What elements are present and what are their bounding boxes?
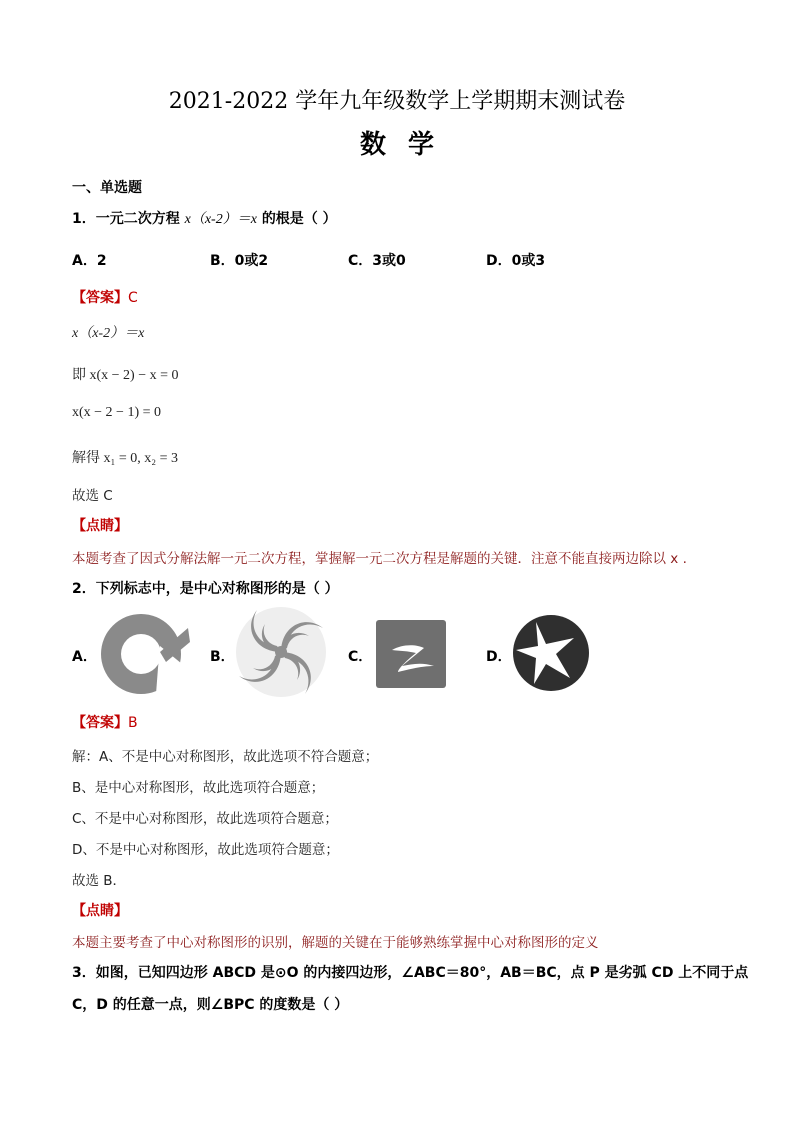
subject-heading: 数学 [359, 130, 456, 160]
ring-logo-icon [94, 612, 192, 694]
q1-suffix: 的根是（ ） [261, 211, 337, 227]
q1-prefix: 1．一元二次方程 [72, 211, 180, 227]
q1-comment: 本题考查了因式分解法解一元二次方程，掌握解一元二次方程是解题的关键．注意不能直接两边除以 x . [72, 551, 687, 567]
swirl-logo-icon [235, 606, 327, 698]
question-3-line-1: 3．如图，已知四边形 ABCD 是⊙O 的内接四边形，∠ABC＝80°，AB＝BC，点 P 是劣弧 CD 上不同于点 [72, 965, 749, 981]
q2-step-3: C、不是中心对称图形，故此选项符合题意； [72, 811, 338, 827]
q2-step-4: D、不是中心对称图形，故此选项符合题意； [72, 842, 339, 858]
question-3-line-2: C，D 的任意一点，则∠BPC 的度数是（ ） [72, 997, 349, 1013]
q1-comment-tag [72, 515, 128, 535]
q1-step-4: 解得 x₁ = 0, x₂ = 3 [72, 451, 179, 466]
q1-step-3: x(x − 2 − 1) = 0 [72, 405, 162, 420]
q2-step-2: B、是中心对称图形，故此选项符合题意； [72, 780, 325, 796]
q2-step-1: 解：A、不是中心对称图形，故此选项不符合题意； [72, 749, 379, 765]
star-circle-logo-icon [512, 614, 590, 692]
q2-comment: 本题主要考查了中心对称图形的识别，解题的关键在于能够熟练掌握中心对称图形的定义 [72, 935, 599, 951]
section-heading: 一、单选题 [72, 180, 142, 196]
answer-value: B [128, 715, 138, 731]
q2-option-c-label: C． [348, 649, 373, 665]
comment-tag: 【点睛】 [72, 903, 128, 919]
question-1 [72, 208, 337, 228]
q1-step-2: 即 x(x − 2) − x = 0 [72, 368, 179, 383]
q2-option-b-label: B． [210, 649, 235, 665]
comment-tag: 【点睛】 [72, 518, 128, 534]
question-2: 2．下列标志中，是中心对称图形的是（ ） [72, 581, 339, 597]
page-title: 2021-2022 学年九年级数学上学期期末测试卷 [168, 89, 626, 114]
q2-comment-tag [72, 900, 128, 920]
answer-value: C [128, 290, 138, 306]
q2-option-d-label: D． [486, 649, 512, 665]
q1-equation: x（x-2）＝x [184, 212, 257, 227]
q1-option-a: A．2 [72, 253, 107, 269]
q1-option-d: D．0或3 [486, 253, 546, 269]
q2-option-a-label: A． [72, 649, 97, 665]
q1-answer [72, 287, 138, 307]
answer-tag: 【答案】 [72, 290, 128, 306]
q1-option-c: C．3或0 [348, 253, 406, 269]
q1-step-5: 故选 C [72, 488, 113, 504]
answer-tag: 【答案】 [72, 715, 128, 731]
q1-option-b: B．0或2 [210, 253, 269, 269]
q2-answer [72, 712, 138, 732]
q2-step-5: 故选 B． [72, 873, 127, 889]
z-square-logo-icon [376, 620, 446, 688]
q1-step-1: x（x-2）＝x [72, 326, 145, 341]
